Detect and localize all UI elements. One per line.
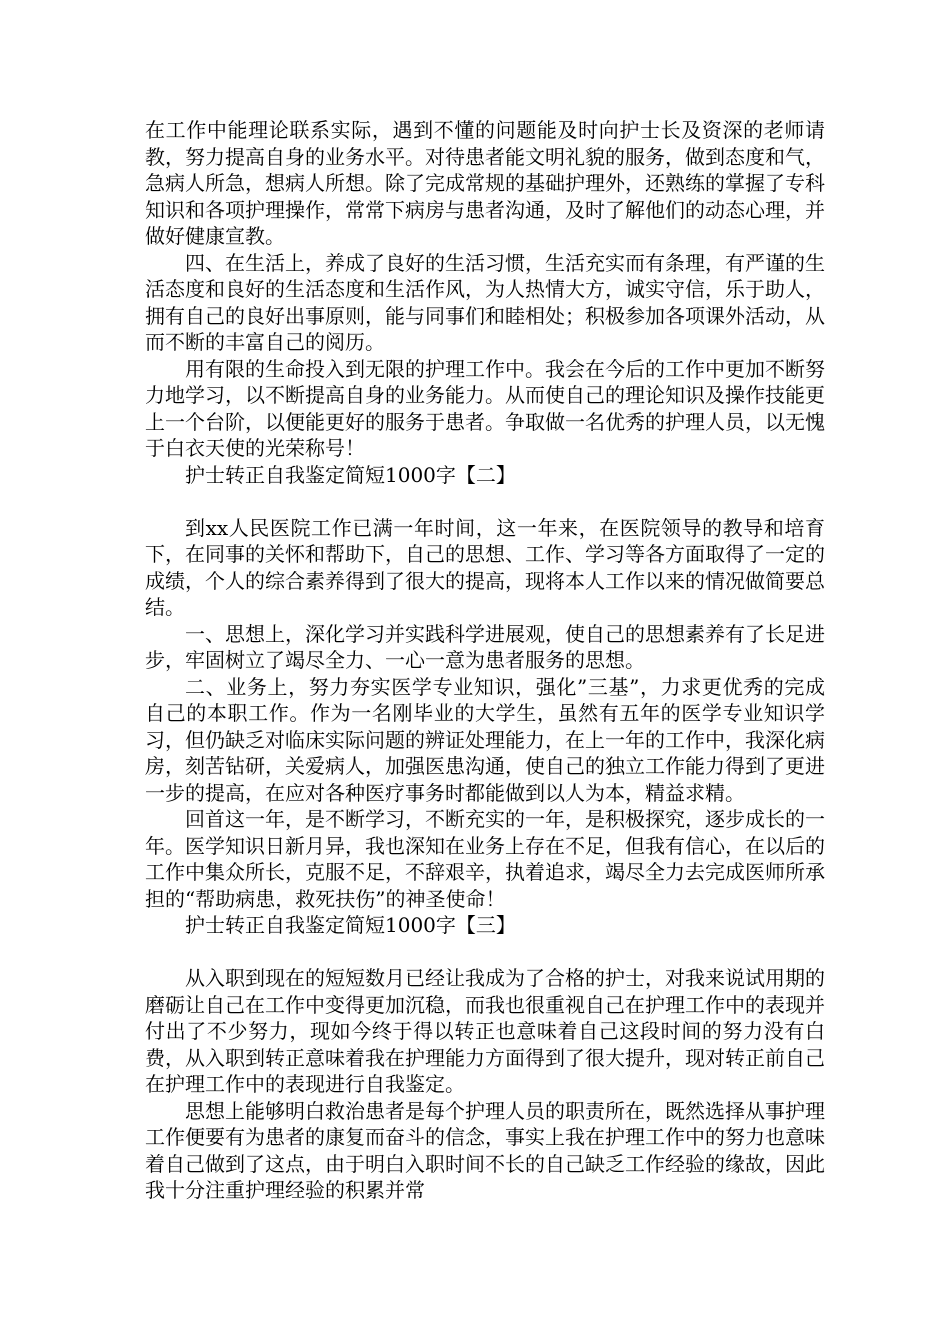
paragraph-9: 思想上能够明白救治患者是每个护理人员的职责所在，既然选择从事护理工作便要有为患者的康复而奋斗的信念，事实上我在护理工作中的努力也意味着自己做到了这点，由于明白入职时间不长的自己缺乏工作经验的缘故，因此我十分注重护理经验的积累并常	[145, 1098, 825, 1202]
section-heading-3: 护士转正自我鉴定简短1000字【三】	[185, 913, 516, 937]
paragraph-4: 到xx人民医院工作已满一年时间，这一年来，在医院领导的教导和培育下，在同事的关怀和帮助下，自己的思想、工作、学习等各方面取得了一定的成绩，个人的综合素养得到了很大的提高，现将本人工作以来的情况做简要总结。	[145, 515, 825, 619]
paragraph-2: 四、在生活上，养成了良好的生活习惯，生活充实而有条理，有严谨的生活态度和良好的生活态度和生活作风，为人热情大方，诚实守信，乐于助人，拥有自己的良好出事原则，能与同事们和睦相处；积极参加各项课外活动，从而不断的丰富自己的阅历。	[145, 250, 825, 354]
paragraph-8: 从入职到现在的短短数月已经让我成为了合格的护士，对我来说试用期的磨砺让自己在工作中变得更加沉稳，而我也很重视自己在护理工作中的表现并付出了不少努力，现如今终于得以转正也意味着自己这段时间的努力没有白费，从入职到转正意味着我在护理能力方面得到了很大提升，现对转正前自己在护理工作中的表现进行自我鉴定。	[145, 966, 825, 1096]
document-body	[145, 117, 825, 1204]
section-heading-2: 护士转正自我鉴定简短1000字【二】	[185, 462, 516, 487]
paragraph-5: 一、思想上，深化学习并实践科学进展观，使自己的思想素养有了长足进步，牢固树立了竭尽全力、一心一意为患者服务的思想。	[145, 621, 825, 672]
paragraph-7: 回首这一年，是不断学习，不断充实的一年，是积极探究，逐步成长的一年。医学知识日新月异，我也深知在业务上存在不足，但我有信心，在以后的工作中集众所长，克服不足，不辞艰辛，执着追求，竭尽全力去完成医师所承担的“帮助病患，救死扶伤”的神圣使命！	[145, 807, 825, 911]
spacer	[145, 939, 825, 966]
paragraph-3: 用有限的生命投入到无限的护理工作中。我会在今后的工作中更加不断努力地学习，以不断提高自身的业务能力。从而使自己的理论知识及操作技能更上一个台阶，以便能更好的服务于患者。争取做一名优秀的护理人员，以无愧于白衣天使的光荣称号！	[145, 356, 825, 460]
paragraph-6: 二、业务上，努力夯实医学专业知识，强化”三基”，力求更优秀的完成自己的本职工作。作为一名刚毕业的大学生，虽然有五年的医学专业知识学习，但仍缺乏对临床实际问题的辨证处理能力，在上一年的工作中，我深化病房，刻苦钻研，关爱病人，加强医患沟通，使自己的独立工作能力得到了更进一步的提高，在应对各种医疗事务时都能做到以人为本，精益求精。	[145, 674, 825, 805]
paragraph-1: 在工作中能理论联系实际，遇到不懂的问题能及时向护士长及资深的老师请教，努力提高自身的业务水平。对待患者能文明礼貌的服务，做到态度和气，急病人所急，想病人所想。除了完成常规的基础护理外，还熟练的掌握了专科知识和各项护理操作，常常下病房与患者沟通，及时了解他们的动态心理，并做好健康宣教。	[145, 118, 825, 248]
spacer	[145, 488, 825, 515]
